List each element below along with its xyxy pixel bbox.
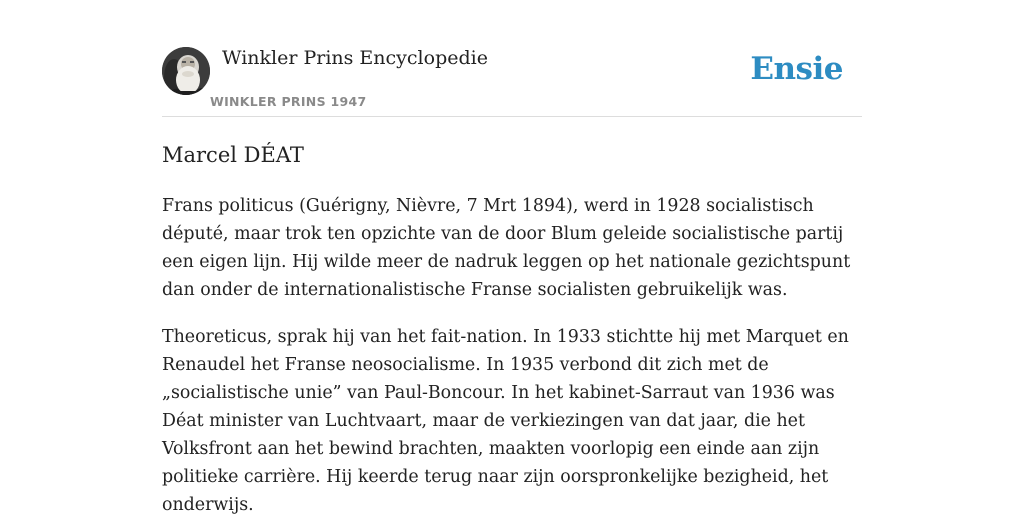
page (162, 0, 862, 515)
article-title: Marcel DÉAT (162, 143, 304, 167)
source-subtitle[interactable]: WINKLER PRINS 1947 (210, 94, 367, 109)
header (162, 0, 862, 117)
article-paragraph-2: Theoreticus, sprak hij van het fait-nation. In 1933 stichtte hij met Marquet en Renaudel het Franse neosocialisme. In 1935 verbond dit zich met de „socialistische unie” van Paul-Boncour. In het kabinet-Sarraut van 1936 was Déat minister van Luchtvaart, maar de verkiezingen van dat jaar, die het Volksfront aan het bewind brachten, maakten voorlopig een einde aan zijn politieke carrière. Hij keerde terug naar zijn oorspronkelijke bezigheid, het onderwijs. (162, 327, 849, 515)
avatar[interactable] (162, 47, 210, 95)
ensie-logo[interactable]: Ensie (750, 51, 843, 87)
source-title[interactable]: Winkler Prins Encyclopedie (222, 47, 488, 69)
article-paragraph-1: Frans politicus (Guérigny, Nièvre, 7 Mrt 1894), werd in 1928 socialistisch député, maar trok ten opzichte van de door Blum geleide socialistische partij een eigen lijn. Hij wilde meer de nadruk leggen op het nationale gezichtspunt dan onder de internationalistische Franse socialisten gebruikelijk was. (162, 196, 851, 300)
bearded-man-portrait-icon (162, 47, 210, 95)
